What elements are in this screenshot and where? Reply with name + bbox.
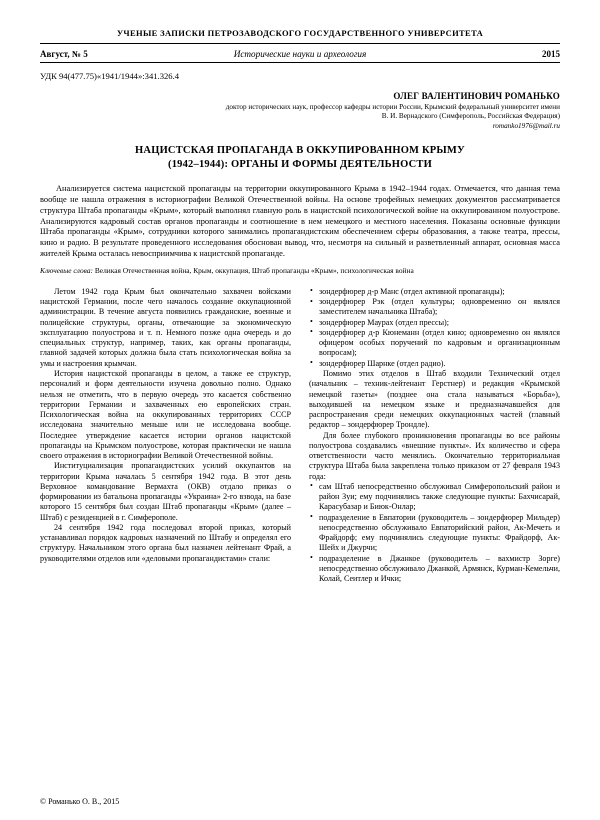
- keywords-label: Ключевые слова:: [40, 265, 93, 275]
- udk-code: УДК 94(477.75)«1941/1944»:341.326.4: [40, 71, 180, 81]
- keywords-block: [40, 266, 560, 275]
- author-name: ОЛЕГ ВАЛЕНТИНОВИЧ РОМАНЬКО: [393, 91, 560, 101]
- issue-line: [40, 49, 560, 59]
- paragraph: История нацистской пропаганды в целом, а также ее структур, персоналий и форм деятельности изучена довольно полно. Однако нельзя не отметить, что в первую очередь это касается собственно территории Германии и захваченных ею европейских стран. Психологическая война на оккупированных территориях СССР исследована значительно меньше или не исследована вообще. Последнее утверждение касается истории органов нацистской пропаганды на Крымском полуострове, которая практически не нашла своего отражения в историографии Великой Отечественной войны.: [40, 368, 291, 461]
- article-title-line-1: НАЦИСТСКАЯ ПРОПАГАНДА В ОККУПИРОВАННОМ КРЫМУ: [135, 145, 465, 156]
- page-title: [70, 144, 530, 172]
- journal-title: УЧЕНЫЕ ЗАПИСКИ ПЕТРОЗАВОДСКОГО ГОСУДАРСТВЕННОГО УНИВЕРСИТЕТА: [116, 28, 484, 38]
- paragraph: Институциализация пропагандистских усилий оккупантов на территории Крыма началась 5 сентября 1942 года. В этот день Верховное командование Вермахта (ОКВ) отдало приказ о формировании из батальона пропаганды «Украина» 2-го взвода, на базе которого 15 сентября был создан Штаб пропаганды «Крым» (далее – Штаб) с резиденцией в г. Симферополе.: [40, 461, 291, 522]
- list-item: • подразделение в Евпатории (руководитель – зондерфюрер Мильдер) непосредственно обслуживало Евпаторийский район, Ак-Мечеть и Фрайдорф; ему подчинялись следующие пункты: Фрайдорф, Ак-Шейх и Джурчи;: [309, 513, 560, 554]
- body-columns: [40, 287, 560, 585]
- author-affiliation: доктор исторических наук, профессор кафедры истории России, Крымский федеральный университет имени В. И. Вернадского (Симферополь, Российская Федерация): [225, 103, 560, 120]
- bullet-list-top: [309, 287, 560, 369]
- abstract-text: Анализируется система нацистской пропаганды на территории оккупированного Крыма в 1942–1944 годах. Отмечается, что данная тема вообще не нашла отражения в историографии Великой Отечественной войны. На основе трофейных немецких документов рассматривается структура Штаба пропаганды «Крым», который выполнял главную роль в нацистской психологической войне на оккупированном полуострове. Анализируются кадровый состав органов пропаганды и соотношение в нем немецкого и местного населения. Показаны основные функции Штаба пропаганды «Крым», сотрудники которого занимались пропагандистским обеспечением сферы образования, а также театра, прессы, кино и радио. В результате проведенного исследования обоснован вывод, что, несмотря на сильный и разветвленный аппарат, основная масса жителей Крыма осталась невосприимчива к нацистской пропаганде.: [40, 184, 560, 258]
- article-title-line-2: (1942–1944): ОРГАНЫ И ФОРМЫ ДЕЯТЕЛЬНОСТИ: [168, 159, 432, 171]
- header-divider-bottom: [40, 62, 560, 63]
- list-item: • зондерфюрер Маурах (отдел прессы);: [309, 318, 560, 328]
- keywords-list: Великая Отечественная война, Крым, оккупация, Штаб пропаганды «Крым», психологическая война: [94, 265, 414, 275]
- list-item: • зондерфюрер Шарнке (отдел радио).: [309, 359, 560, 369]
- paragraph: Летом 1942 года Крым был окончательно захвачен войсками нацистской Германии, после чего началось создание оккупационной администрации. В течение августа появились гражданские, военные и полицейские структуры, органы, отвечающие за экономическую эксплуатацию полуострова и т. п. Немного позже одна очередь и до специальных структур, например, таких, как органы пропаганды, главной задачей которых должна была стать психологическая война за умы и настроения крымчан.: [40, 286, 291, 368]
- paragraph: 24 сентября 1942 года последовал второй приказ, который устанавливал порядок кадровых назначений по Штабу и определял его структуру. Начальником этого органа был назначен лейтенант Фрай, а руководителями отделов или «деловыми пропагандистами» стали:: [40, 522, 291, 563]
- paragraph: Для более глубокого проникновения пропаганды во все районы полуострова создавались «внешние пункты». Их количество и сфера ответственности часто менялись. Окончательно территориальная структура Штаба была закреплена только приказом от 27 февраля 1943 года:: [309, 430, 560, 481]
- issue-date: Август, № 5: [40, 49, 88, 59]
- paragraph: Помимо этих отделов в Штаб входили Технический отдел (начальник – техник-лейтенант Герстнер) и редакция «Крымской немецкой газеты» (позднее она стала называться «Борьба»), выходившей на немецком языке и предназначавшейся для распространения среди немецких оккупационных частей (главный редактор – зондерфюрер Трондле).: [309, 368, 560, 430]
- column-left: [40, 287, 291, 585]
- issue-year: 2015: [542, 49, 560, 59]
- list-item: • сам Штаб непосредственно обслуживал Симферопольский район и район Зуи; ему подчинялись также следующие пункты: Бахчисарай, Карасубазар и Биюк-Онлар;: [309, 482, 560, 513]
- list-item: • зондерфюрер д-р Кюнеманн (отдел кино; одновременно он являлся офицером особых поручений по кадровым и организационным вопросам);: [309, 328, 560, 359]
- list-item: • зондерфюрер Рэк (отдел культуры; одновременно он являлся заместителем начальника Штаба);: [309, 297, 560, 318]
- list-item: • подразделение в Джанкое (руководитель – вахмистр Зорге) непосредственно обслуживало Джанкой, Армянск, Курман-Кемельчи, Колай, Сеитлер и Ички;: [309, 554, 560, 585]
- copyright-notice: © Романько О. В., 2015: [40, 797, 120, 806]
- bullet-list-bottom: [309, 482, 560, 585]
- list-item: • зондерфюрер д-р Манс (отдел активной пропаганды);: [309, 287, 560, 297]
- issue-section: Исторические науки и археология: [233, 49, 367, 59]
- column-right: [309, 287, 560, 585]
- header-divider-top: [40, 43, 560, 44]
- author-email: romanko1976@mail.ru: [492, 122, 560, 130]
